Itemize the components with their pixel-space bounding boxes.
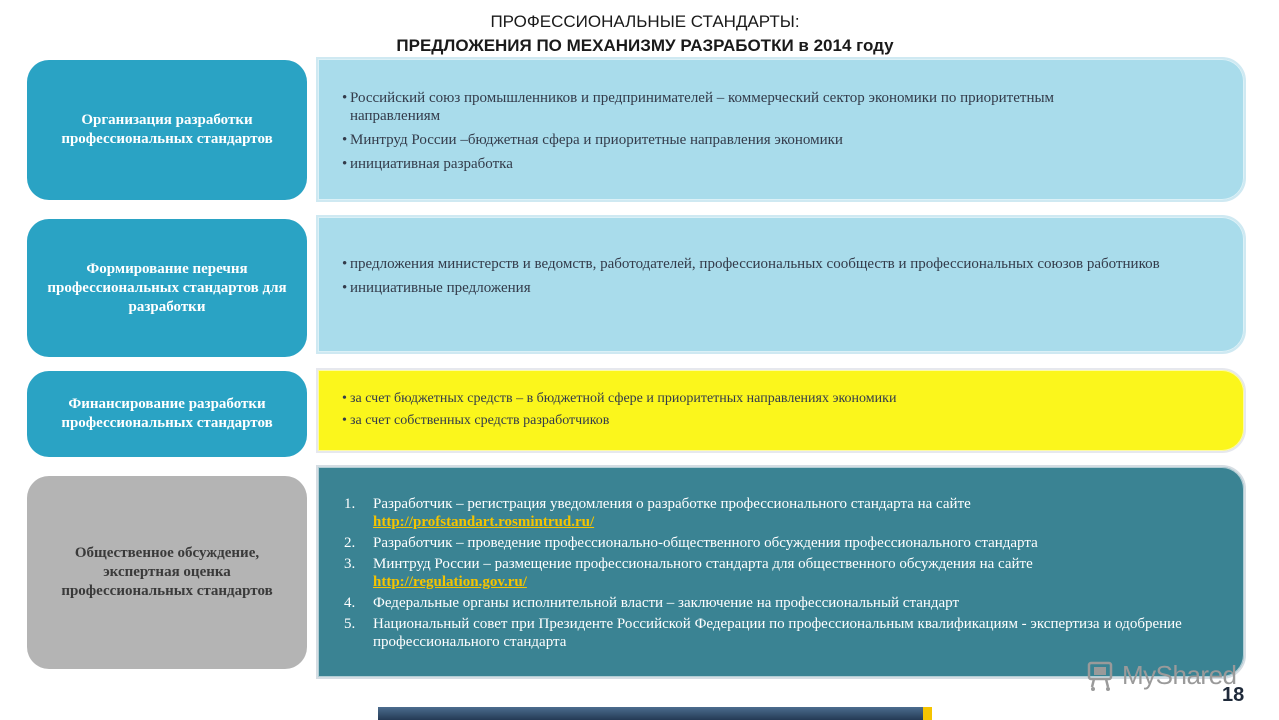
panel-list-formation [316, 215, 1246, 354]
list-item: 4. Федеральные органы исполнительной власти – заключение на профессиональный стандарт [344, 595, 960, 611]
label-organization: Организация разработки профессиональных стандартов [27, 60, 307, 200]
panel-financing [316, 368, 1246, 453]
bullet-item: • Минтруд России –бюджетная сфера и приоритетные направления экономики [342, 131, 1224, 149]
footer-bar [378, 707, 923, 720]
bullet-item: • Российский союз промышленников и предпринимателей – коммерческий сектор экономики по приоритетным направлениям [342, 89, 1224, 125]
watermark-text: MyShared [1122, 659, 1237, 690]
slide-title [0, 10, 1279, 58]
list-item: 5. Национальный совет при Президенте Российской Федерации по профессиональным квалификациям - экспертиза и одобрение профессионального стандарта [344, 616, 1182, 650]
cart-icon [1086, 658, 1120, 692]
label-list-formation: Формирование перечня профессиональных стандартов для разработки [27, 219, 307, 357]
list-item: 3. Минтруд России – размещение профессионального стандарта для общественного обсуждения на сайте http://regulation.gov.ru/ [344, 555, 1184, 591]
profstandart-link[interactable]: http://profstandart.rosmintrud.ru/ [373, 514, 595, 530]
panel-public-discussion [316, 465, 1246, 679]
title-line-2 [0, 34, 1279, 58]
watermark [1086, 658, 1237, 692]
bullet-item: • инициативные предложения [342, 279, 1224, 297]
bullet-item: • инициативная разработка [342, 155, 1224, 173]
footer-bar-accent [923, 707, 932, 720]
panel-organization [316, 57, 1246, 202]
bullet-item: • предложения министерств и ведомств, работодателей, профессиональных сообществ и профессиональных союзов работников [342, 255, 1224, 273]
label-public-discussion: Общественное обсуждение, экспертная оценка профессиональных стандартов [27, 476, 307, 669]
title-year: в 2014 году [798, 36, 894, 55]
list-item: 2. Разработчик – проведение профессионально-общественного обсуждения профессионального стандарта [344, 535, 1038, 551]
label-financing: Финансирование разработки профессиональных стандартов [27, 371, 307, 457]
bullet-item: • за счет бюджетных средств – в бюджетной сфере и приоритетных направлениях экономики [342, 390, 1224, 408]
regulation-link[interactable]: http://regulation.gov.ru/ [373, 574, 527, 590]
bullet-item: • за счет собственных средств разработчиков [342, 412, 1224, 430]
title-line-2-main: ПРЕДЛОЖЕНИЯ ПО МЕХАНИЗМУ РАЗРАБОТКИ [396, 36, 794, 55]
title-line-1: ПРОФЕССИОНАЛЬНЫЕ СТАНДАРТЫ: [490, 12, 800, 31]
list-item: 1. Разработчик – регистрация уведомления о разработке профессионального стандарта на сайте http://profstandart.rosmintrud.ru/ [344, 495, 1184, 531]
page-number: 18 [1222, 684, 1245, 706]
